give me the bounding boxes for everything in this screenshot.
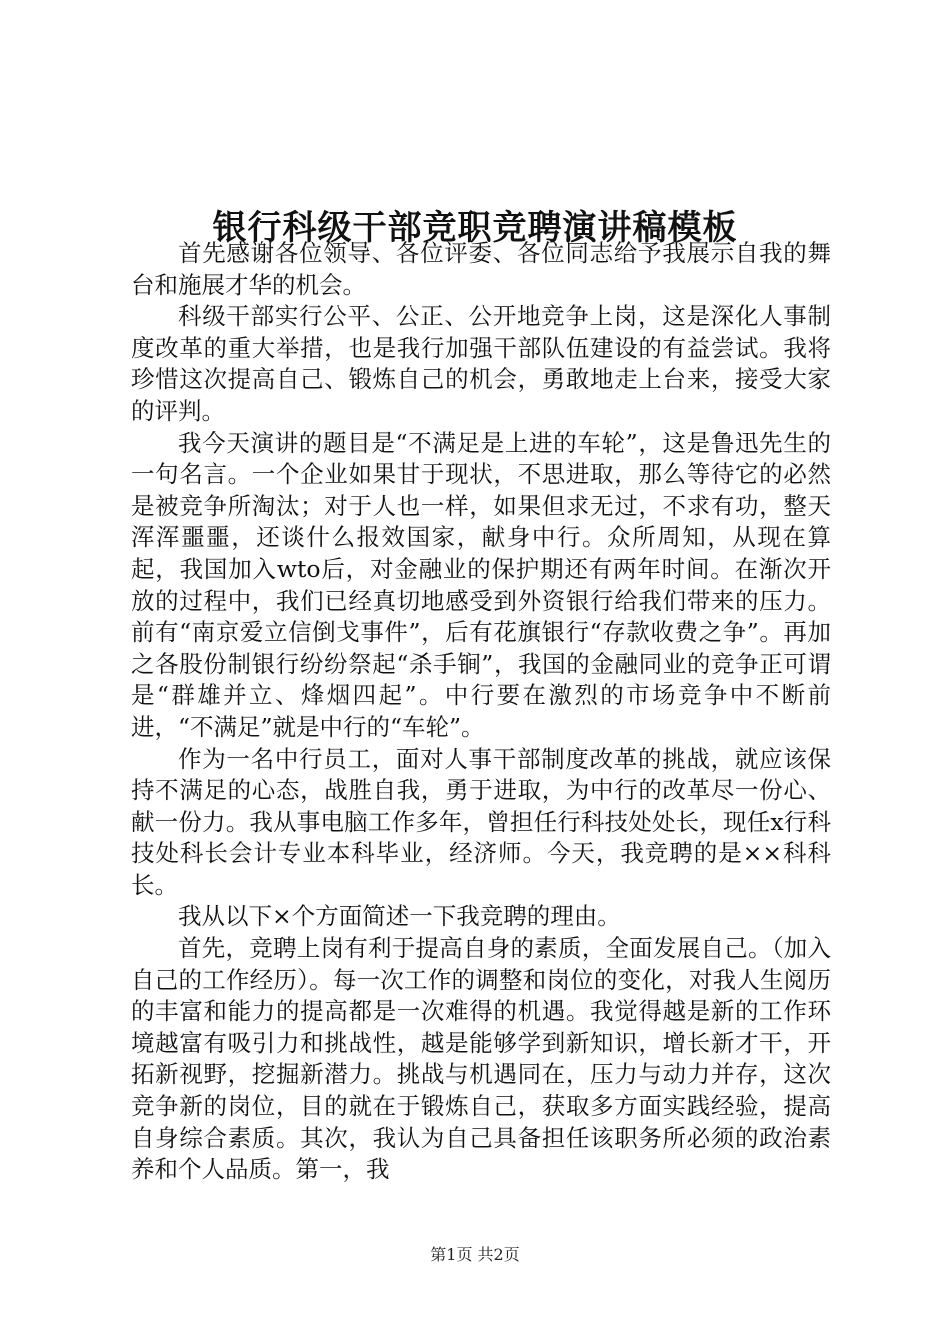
document-body (131, 238, 831, 1186)
document-title: 银行科级干部竞职竞聘演讲稿模板 (212, 207, 738, 248)
paragraph-speech-topic: 我今天演讲的题目是“不满足是上进的车轮”，这是鲁迅先生的一句名言。一个企业如果甘于现状，不思进取，那么等待它的必然是被竞争所淘汰；对于人也一样，如果但求无过，不求有功，整天浑浑噩噩，还谈什么报效国家，献身中行。众所周知，从现在算起，我国加入wto后，对金融业的保护期还有两年时间。在渐次开放的过程中，我们已经真切地感受到外资银行给我们带来的压力。前有“南京爱立信倒戈事件”，后有花旗银行“存款收费之争”。再加之各股份制银行纷纷祭起“杀手锏”，我国的金融同业的竞争正可谓是“群雄并立、烽烟四起”。中行要在激烈的市场竞争中不断前进，“不满足”就是中行的“车轮”。 (131, 428, 831, 741)
paragraph-competition-reform: 科级干部实行公平、公正、公开地竞争上岗，这是深化人事制度改革的重大举措，也是我行加强干部队伍建设的有益尝试。我将珍惜这次提高自己、锻炼自己的机会，勇敢地走上台来，接受大家的评判。 (131, 302, 831, 425)
paragraph-opening-thanks: 首先感谢各位领导、各位评委、各位同志给予我展示自我的舞台和施展才华的机会。 (131, 239, 831, 299)
page-number-footer: 第1页 共2页 (430, 1245, 520, 1264)
paragraph-personal-background: 作为一名中行员工，面对人事干部制度改革的挑战，就应该保持不满足的心态，战胜自我，勇于进取，为中行的改革尽一份心、献一份力。我从事电脑工作多年，曾担任行科技处处长，现任x行科技处科长会计专业本科毕业，经济师。今天，我竞聘的是××科科长。 (131, 744, 831, 899)
paragraph-first-reason: 首先，竞聘上岗有利于提高自身的素质，全面发展自己。（加入自己的工作经历）。每一次工作的调整和岗位的变化，对我人生阅历的丰富和能力的提高都是一次难得的机遇。我觉得越是新的工作环境越富有吸引力和挑战性，越是能够学到新知识，增长新才干，开拓新视野，挖掘新潜力。挑战与机遇同在，压力与动力并存，这次竞争新的岗位，目的就在于锻炼自己，获取多方面实践经验，提高自身综合素质。其次，我认为自己具备担任该职务所必须的政治素养和个人品质。第一，我 (131, 934, 831, 1184)
paragraph-reasons-intro: 我从以下×个方面简述一下我竞聘的理由。 (178, 902, 621, 931)
